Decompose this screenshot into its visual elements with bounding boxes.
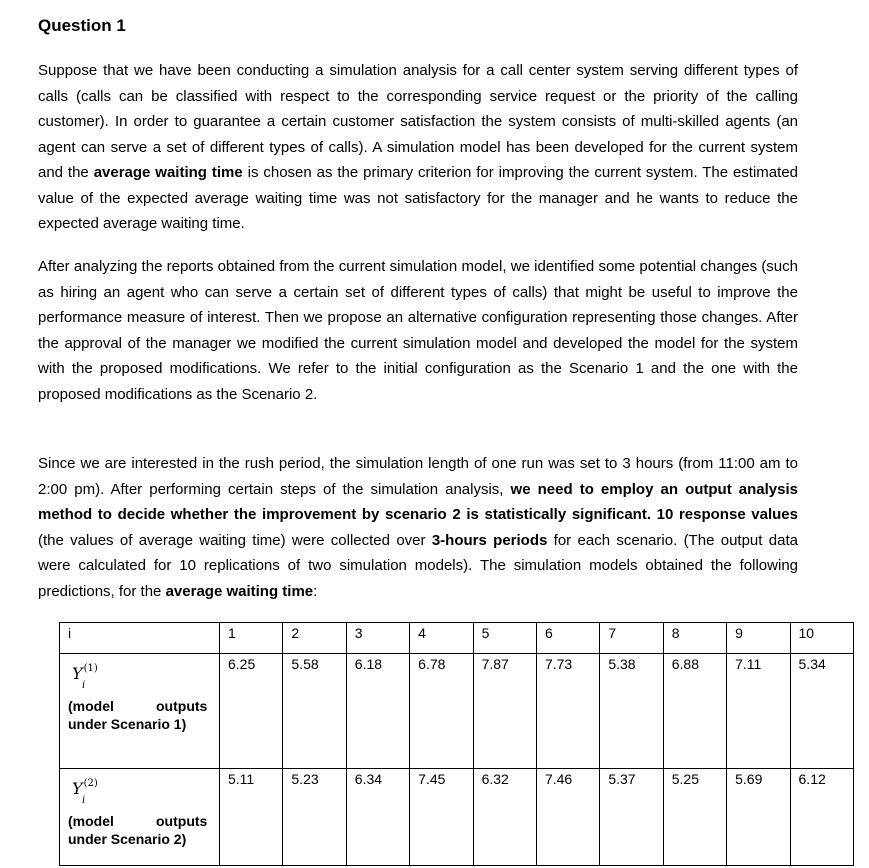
row2-label-b: outputs xyxy=(156,813,208,829)
row1-description xyxy=(68,697,213,733)
value-cell: 6.32 xyxy=(473,769,536,866)
index-cell: 8 xyxy=(663,623,726,654)
row-label-scenario-2 xyxy=(60,769,220,866)
row1-label-a: (model xyxy=(68,698,114,714)
value-cell: 7.46 xyxy=(536,769,599,866)
value-cell: 7.73 xyxy=(536,654,599,769)
index-cell: 2 xyxy=(283,623,346,654)
y1-sup: (1) xyxy=(83,663,98,674)
index-header-cell: i xyxy=(60,623,220,654)
value-cell: 5.34 xyxy=(790,654,853,769)
index-cell: 7 xyxy=(600,623,663,654)
y2-sub: i xyxy=(82,795,86,806)
question-heading: Question 1 xyxy=(38,16,126,35)
paragraph-intro xyxy=(38,58,798,237)
value-cell: 6.18 xyxy=(346,654,409,769)
value-cell: 5.69 xyxy=(727,769,790,866)
row2-label-c: under Scenario 2) xyxy=(68,831,187,847)
value-cell: 6.12 xyxy=(790,769,853,866)
value-cell: 6.34 xyxy=(346,769,409,866)
value-cell: 5.37 xyxy=(600,769,663,866)
y2-sup: (2) xyxy=(83,778,98,789)
value-cell: 6.25 xyxy=(220,654,283,769)
p3-a: Since we are interested in the rush period, the simulation length of one run was set to 3 hours (from 11:00 am to 2:00 pm). After performing certain steps of the simulation analysis, xyxy=(38,455,798,498)
value-cell: 5.58 xyxy=(283,654,346,769)
table-header-row xyxy=(60,623,854,654)
value-cell: 6.78 xyxy=(410,654,473,769)
p3-d: 3-hours periods xyxy=(431,531,548,549)
y1-sub: i xyxy=(82,680,86,691)
value-cell: 5.25 xyxy=(663,769,726,866)
table-row-scenario-1 xyxy=(60,654,854,769)
value-cell: 5.11 xyxy=(220,769,283,866)
value-cell: 5.23 xyxy=(283,769,346,866)
index-cell: 1 xyxy=(220,623,283,654)
paragraph-task xyxy=(38,451,798,604)
row1-label-b: outputs xyxy=(156,698,208,714)
value-cell: 7.11 xyxy=(727,654,790,769)
y1-letter: Y xyxy=(72,664,83,683)
waiting-time-table xyxy=(59,622,854,866)
row1-label-c: under Scenario 1) xyxy=(68,716,187,732)
p3-f: average waiting time xyxy=(165,582,314,600)
value-cell: 7.87 xyxy=(473,654,536,769)
p3-e: for each scenario. (The output data were calculated for 10 replications of two simulation models). The simulation models obtained the following predictions, for the xyxy=(38,531,798,600)
p3-b: we need to employ an output analysis method to decide whether the improvement by scenario 2 is statistically significant. 10 response values xyxy=(38,480,798,523)
y2-letter: Y xyxy=(72,779,83,798)
value-cell: 6.88 xyxy=(663,654,726,769)
paragraph-scenarios: After analyzing the reports obtained from the current simulation model, we identified some potential changes (such as hiring an agent who can serve a certain set of different types of calls) that might be useful to improve the performance measure of interest. Then we propose an alternative configuration representing those changes. After the approval of the manager we modified the current simulation model and developed the model for the system with the proposed modifications. We refer to the initial configuration as the Scenario 1 and the one with the proposed modifications as the Scenario 2. xyxy=(38,258,798,403)
index-cell: 4 xyxy=(410,623,473,654)
index-cell: 9 xyxy=(727,623,790,654)
p1-bold: average waiting time xyxy=(93,164,243,181)
value-cell: 5.38 xyxy=(600,654,663,769)
value-cell: 7.45 xyxy=(410,769,473,866)
index-cell: 5 xyxy=(473,623,536,654)
row-label-scenario-1 xyxy=(60,654,220,769)
row2-label-a: (model xyxy=(68,813,114,829)
index-cell: 10 xyxy=(790,623,853,654)
y2-symbol xyxy=(72,778,98,806)
index-cell: 6 xyxy=(536,623,599,654)
table-row-scenario-2 xyxy=(60,769,854,866)
p1-text: Suppose that we have been conducting a simulation analysis for a call center system serving different types of calls (calls can be classified with respect to the corresponding service request or the priority of the calling customer). In order to guarantee a certain customer satisfaction the system consists of multi-skilled agents (an agent can serve a set of different types of calls). A simulation model has been developed for the current system and the xyxy=(38,62,798,181)
row2-description xyxy=(68,812,213,848)
index-cell: 3 xyxy=(346,623,409,654)
p3-g: : xyxy=(313,582,318,600)
p3-c: (the values of average waiting time) were collected over xyxy=(38,531,432,549)
y1-symbol xyxy=(72,663,98,691)
p1-end: is chosen as the primary criterion for improving the current system. The estimated value of the expected average waiting time was not satisfactory for the manager and he wants to reduce the expected average waiting time. xyxy=(38,164,799,232)
